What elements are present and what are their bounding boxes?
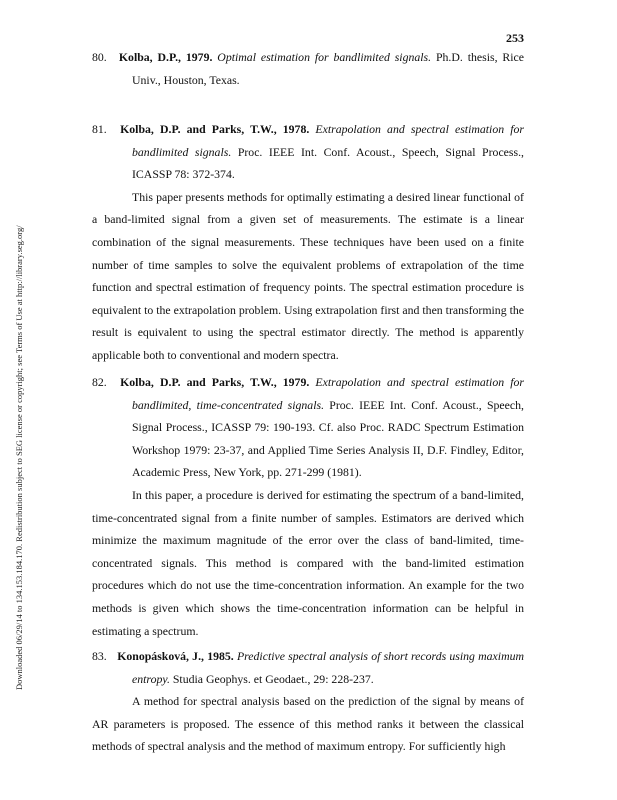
citation bbox=[92, 118, 524, 186]
year: 1979. bbox=[282, 375, 310, 389]
download-notice: Downloaded 06/29/14 to 134.153.184.170. Redistribution subject to SEG license or copyright; see Terms of Use at http://library.seg.org/ bbox=[14, 225, 24, 690]
source: Proc. IEEE Int. Conf. Acoust., Speech, Signal Process., ICASSP 78: 372-374. bbox=[132, 144, 524, 182]
page-number: 253 bbox=[506, 31, 524, 45]
year: 1979. bbox=[185, 50, 213, 64]
citation bbox=[92, 371, 524, 484]
reference-entry-80 bbox=[92, 46, 524, 91]
authors: Konopásková, J., bbox=[117, 649, 204, 663]
authors: Kolba, D.P., bbox=[118, 50, 181, 64]
entry-number: 81. bbox=[92, 122, 107, 136]
reference-entry-81 bbox=[92, 118, 524, 367]
abstract: A method for spectral analysis based on the prediction of the signal by means of AR parameters is proposed. The essence of this method ranks it between the classical methods of spectral analysis and the method of maximum entropy. For sufficiently high bbox=[92, 694, 524, 754]
title: Optimal estimation for bandlimited signals. bbox=[217, 50, 432, 64]
abstract: This paper presents methods for optimally estimating a desired linear functional of a band-limited signal from a given set of measurements. The estimate is a linear combination of the signal measurements. These techniques have been used on a finite number of time samples to solve the equivalent problems of extrapolation of the time function and spectral estimation of frequency points. The spectral estimation procedure is equivalent to the extrapolation problem. Using extrapolation first and then transforming the result is equivalent to using the spectral estimator directly. The method is apparently applicable both to conventional and modern spectra. bbox=[92, 189, 524, 362]
citation bbox=[92, 645, 524, 690]
entry-number: 82. bbox=[92, 375, 107, 389]
citation bbox=[92, 46, 524, 91]
year: 1978. bbox=[282, 122, 310, 136]
source: Proc. IEEE Int. Conf. Acoust., Speech, Signal Process., ICASSP 79: 190-193. Cf. also Proc. RADC Spectrum Estimation Workshop 1979: 23-37, and Applied Time Series Analysis II, D.F. Findley, Editor, Academic Press, New York, pp. 271-299 (1981). bbox=[132, 397, 524, 480]
source: Ph.D. thesis, Rice Univ., Houston, Texas. bbox=[132, 50, 525, 87]
entry-number: 83. bbox=[92, 649, 107, 663]
authors: Kolba, D.P. and Parks, T.W., bbox=[120, 122, 277, 136]
entry-number: 80. bbox=[92, 50, 107, 64]
title: Extrapolation and spectral estimation for bandlimited signals. bbox=[132, 122, 524, 159]
title: Extrapolation and spectral estimation for bandlimited, time-concentrated signals. bbox=[132, 375, 524, 412]
abstract: In this paper, a procedure is derived for estimating the spectrum of a band-limited, time-concentrated signal from a finite number of samples. Estimators are derived which minimize the maximum magnitude of the error over the class of band-limited, time-concentrated signals. This method is compared with the band-limited estimation procedures which do not use the time-concentration information. An example for the two methods is given which shows the time-concentration information can be helpful in estimating a spectrum. bbox=[92, 487, 524, 638]
authors: Kolba, D.P. and Parks, T.W., bbox=[120, 375, 277, 389]
year: 1985. bbox=[207, 649, 234, 663]
reference-entry-83 bbox=[92, 645, 524, 758]
reference-entry-82 bbox=[92, 371, 524, 642]
title: Predictive spectral analysis of short records using maximum entropy. bbox=[132, 649, 525, 686]
source: Studia Geophys. et Geodaet., 29: 228-237. bbox=[172, 671, 374, 686]
